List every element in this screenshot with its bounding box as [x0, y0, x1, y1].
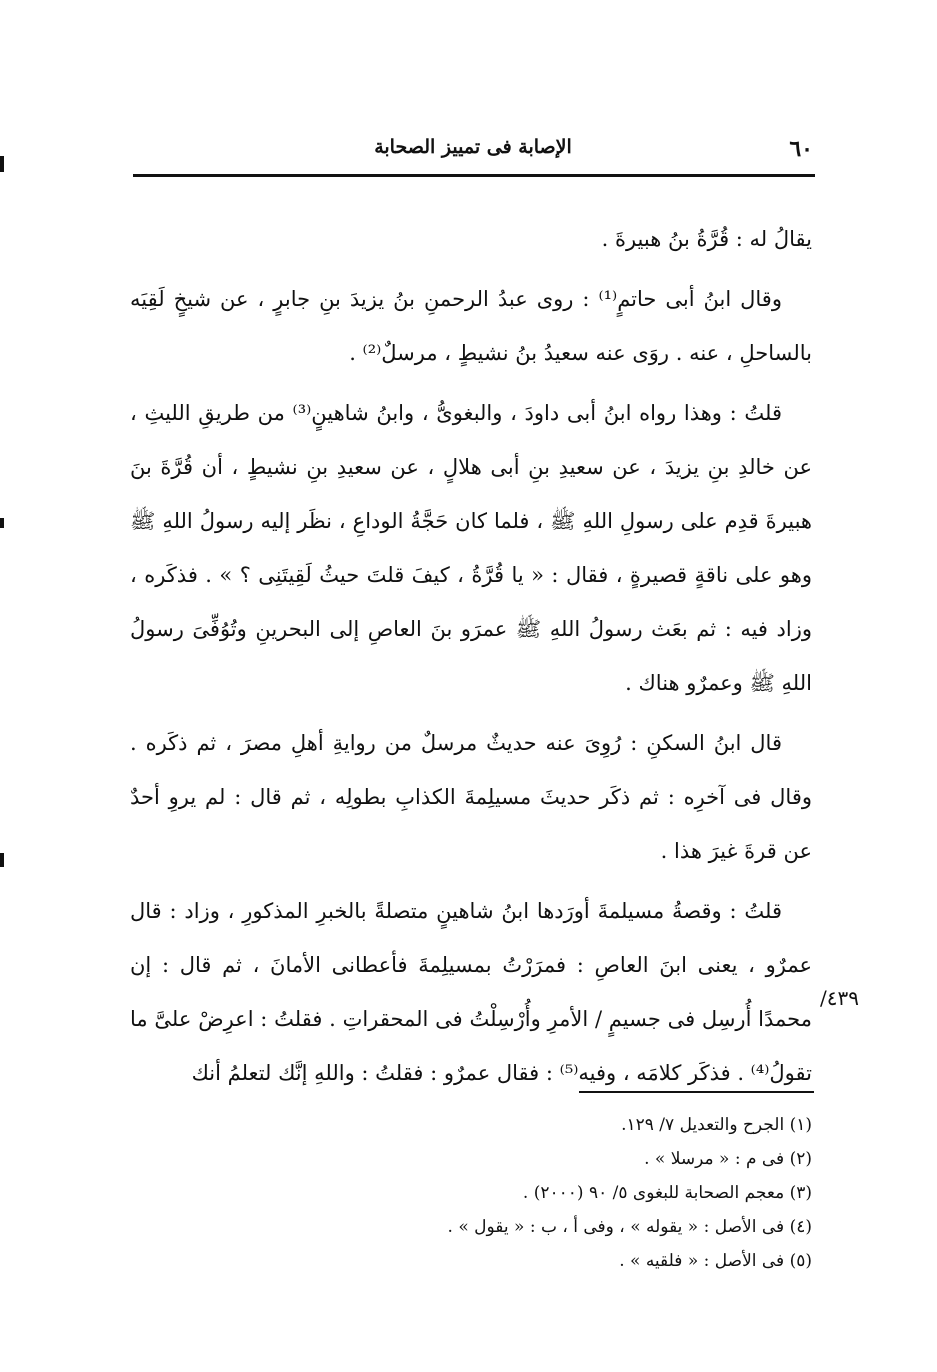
page-header [133, 136, 813, 166]
paragraph: قلتُ : وهذا رواه ابنُ أبى داودَ ، والبغوىُّ ، وابنُ شاهينٍ⁽³⁾ من طريقِ الليثِ ، عن خالدِ بنِ يزيدَ ، عن سعيدِ بنِ أبى هلالٍ ، عن سعيدِ بنِ نشيطٍ ، أن قُرَّةَ بنَ هبيرةَ قدِم على رسولِ اللهِ ﷺ ، فلما كان حَجَّةُ الوداعِ ، نظَر إليه رسولُ اللهِ ﷺ وهو على ناقةٍ قصيرةٍ ، فقال : « يا قُرَّةُ ، كيفَ قلتَ حيثُ لَقِيتَنِى ؟ » . فذكَره ، وزاد فيه : ثم بعَث رسولُ اللهِ ﷺ عمرَو بنَ العاصِ إلى البحرينِ وتُوُفِّىَ رسولُ اللهِ ﷺ وعمرٌو هناك . [130, 401, 812, 695]
paragraph: يقالُ له : قُرَّةُ بنُ هبيرةَ . [601, 227, 812, 251]
header-rule [133, 174, 815, 177]
footnote: (١) الجرح والتعديل ٧/ ١٢٩. [621, 1115, 812, 1135]
footnote: (٥) فى الأصل : « فلقيه » . [619, 1251, 812, 1271]
paragraph: قلتُ : وقصةُ مسيلمةَ أورَدها ابنُ شاهينٍ متصلةً بالخبرِ المذكورِ ، وزاد : قال عمرٌو ، يعنى ابنَ العاصِ : فمرَرْتُ بمسيلِمةَ فأعطانى الأمانَ ، ثم قال : إن محمدًا أُرسِل فى جسيمٍ / الأمرِ وأُرْسِلْتُ فى المحقراتِ . فقلتُ : اعرِضْ علىَّ ما تقولُ⁽⁴⁾ . فذكَر كلامَه ، وفيه⁽⁵⁾ : فقال عمرٌو : فقلتُ : واللهِ إنَّك لتعلمُ أنك [130, 899, 812, 1085]
footnote-rule [579, 1091, 814, 1093]
scan-edge-mark [0, 518, 4, 528]
footnotes [300, 1108, 812, 1278]
paragraph: قال ابنُ السكنِ : رُوِىَ عنه حديثٌ مرسلٌ من روايةِ أهلِ مصرَ ، ثم ذكَره . وقال فى آخرِه : ثم ذكَر حديثَ مسيلِمةَ الكذابِ بطولِه ، ثم قال : لم يروِ أحدٌ عن قرةَ غيرَ هذا . [130, 731, 812, 863]
footnote: (٤) فى الأصل : « يقوله » ، وفى أ ، ب : « يقول » . [447, 1217, 812, 1237]
margin-folio-marker: ٤٣٩/ [820, 986, 859, 1010]
footnote: (٢) فى م : « مرسلا » . [644, 1149, 812, 1169]
footnote: (٣) معجم الصحابة للبغوى ٥/ ٩٠ (٢٠٠٠) . [522, 1183, 812, 1203]
page-number: ٦٠ [789, 136, 813, 162]
scan-edge-mark [0, 156, 4, 172]
main-text [130, 212, 812, 1106]
scan-edge-mark [0, 853, 4, 867]
running-title: الإصابة فى تمييز الصحابة [374, 136, 572, 158]
paragraph: وقال ابنُ أبى حاتمٍ⁽¹⁾ : روى عبدُ الرحمنِ بنُ يزيدَ بنِ جابرٍ ، عن شيخٍ لَقِيَه بالساحلِ ، عنه . روَى عنه سعيدُ بنُ نشيطٍ ، مرسلٌ⁽²⁾ . [130, 287, 812, 365]
